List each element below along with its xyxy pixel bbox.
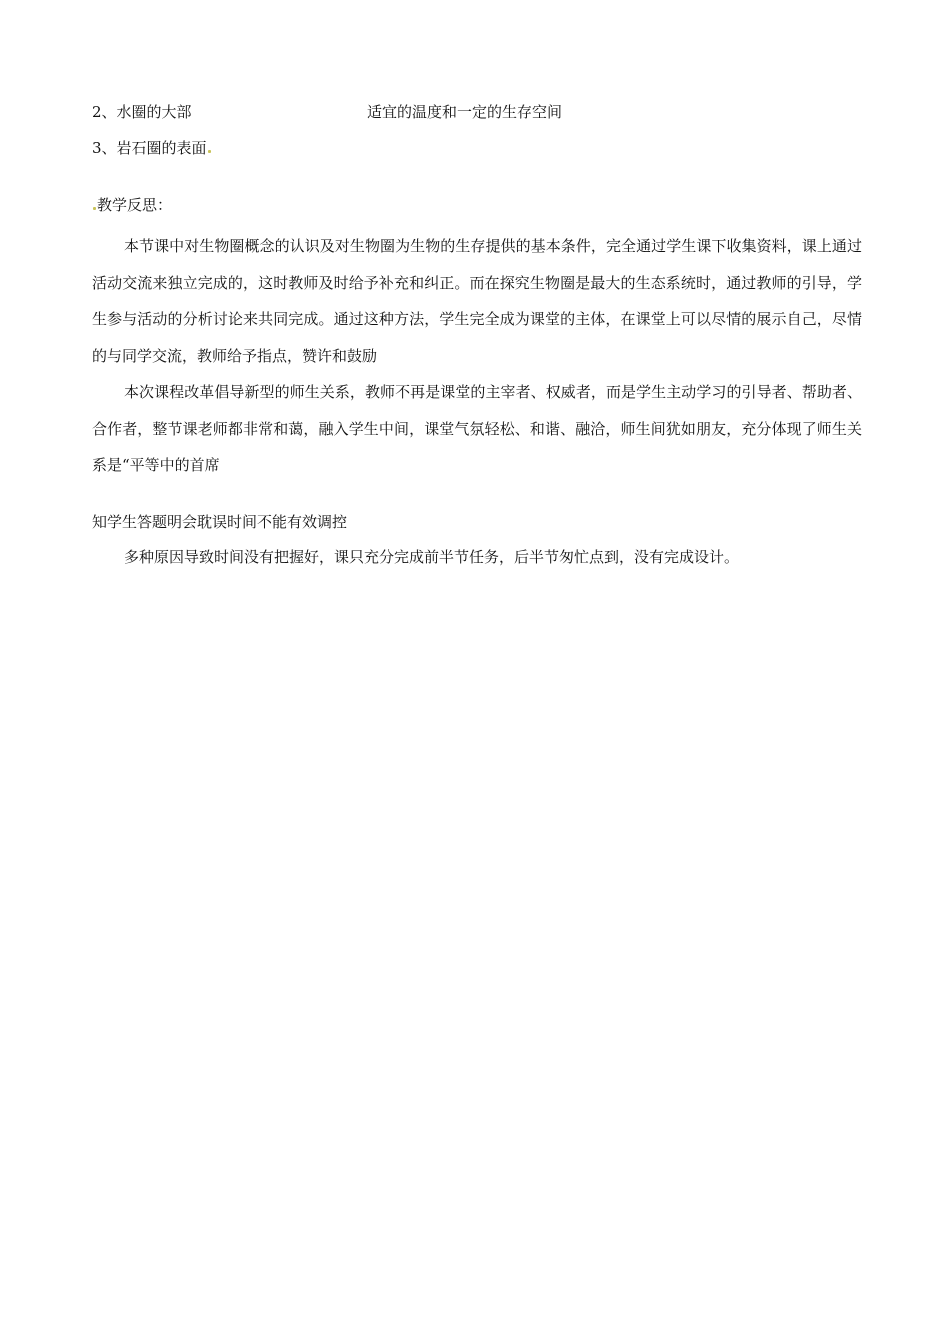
list-item-2-left: 2、水圈的大部	[92, 103, 192, 121]
reflection-line-fragment: 知学生答题明会耽误时间不能有效调控	[92, 513, 348, 531]
list-item-3	[92, 138, 212, 158]
reflection-paragraph-1: 本节课中对生物圈概念的认识及对生物圈为生物的生存提供的基本条件，完全通过学生课下收集资料，课上通过活动交流来独立完成的，这时教师及时给予补充和纠正。而在探究生物圈是最大的生态系统时，通过教师的引导，学生参与活动的分析讨论来共同完成。通过这种方法，学生完全成为课堂的主体，在课堂上可以尽情的展示自己，尽情的与同学交流，教师给予指点，赞许和鼓励	[92, 237, 862, 365]
marker-dot	[208, 150, 211, 153]
reflection-heading-text: 教学反思：	[97, 196, 173, 214]
list-item-3-text: 3、岩石圈的表面	[92, 139, 207, 157]
reflection-paragraph-2: 本次课程改革倡导新型的师生关系，教师不再是课堂的主宰者、权威者，而是学生主动学习的引导者、帮助者、合作者，整节课老师都非常和蔼，融入学生中间，课堂气氛轻松、和谐、融洽，师生间犹如朋友，充分体现了师生关系是“平等中的首席	[92, 383, 862, 474]
list-item-2-right: 适宜的温度和一定的生存空间	[367, 103, 563, 121]
reflection-paragraph-3: 多种原因导致时间没有把握好，课只充分完成前半节任务，后半节匆忙点到，没有完成设计。	[124, 548, 740, 566]
marker-dot	[93, 207, 96, 210]
reflection-heading	[92, 195, 172, 215]
